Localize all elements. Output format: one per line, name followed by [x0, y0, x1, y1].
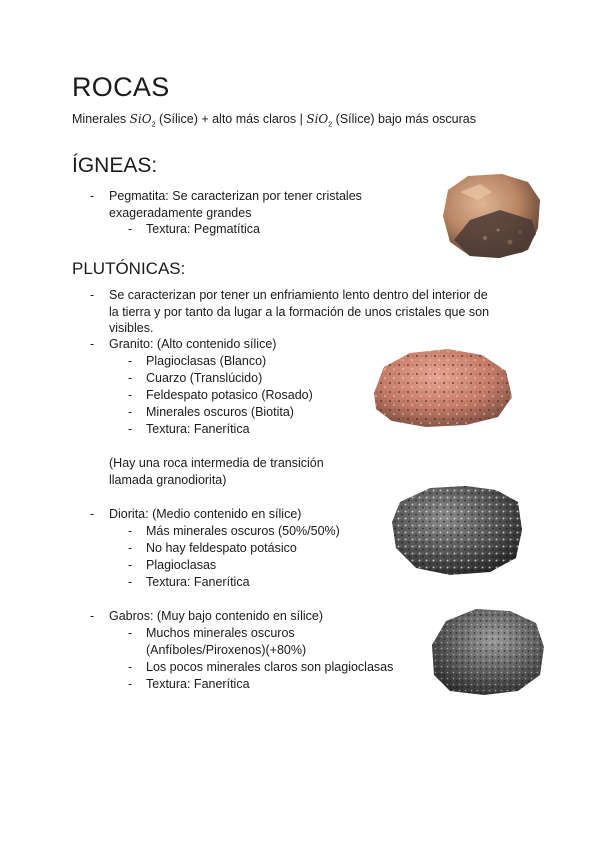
dash: - — [128, 388, 133, 402]
formula-sio2-high — [129, 112, 156, 129]
formula-sio2-low — [306, 112, 333, 129]
dash: - — [90, 189, 95, 203]
dash: - — [128, 524, 133, 538]
formula-base: SiO — [129, 112, 152, 126]
granite-rock-image — [370, 345, 516, 431]
dash: - — [90, 288, 95, 302]
diorita-item: No hay feldespato potásico — [146, 541, 297, 555]
plutonicas-intro-line-1: Se caracterizan por tener un enfriamiento lento dentro del interior de — [109, 288, 488, 302]
gabros-title: Gabros: (Muy bajo contenido en sílice) — [109, 609, 323, 623]
gabbro-rock-image — [428, 605, 548, 697]
granito-item: Minerales oscuros (Biotita) — [146, 405, 294, 419]
granito-note-line-1: (Hay una roca intermedia de transición — [109, 456, 324, 470]
gabros-item-1-line-1: Muchos minerales oscuros — [146, 626, 295, 640]
pegmatite-rock-image — [440, 170, 544, 260]
subtitle-middle: (Sílice) + alto más claros | — [158, 112, 303, 126]
granito-item: Plagioclasas (Blanco) — [146, 354, 267, 368]
granito-item: Textura: Fanerítica — [146, 422, 250, 436]
granito-title: Granito: (Alto contenido sílice) — [109, 337, 277, 351]
gabros-item-2: Los pocos minerales claros son plagioclasas — [146, 660, 394, 674]
diorita-item: Plagioclasas — [146, 558, 217, 572]
dash: - — [128, 541, 133, 555]
dash: - — [90, 337, 95, 351]
pegmatita-textura: Textura: Pegmatítica — [146, 222, 260, 236]
formula-base: SiO — [306, 112, 329, 126]
page-title: ROCAS — [72, 72, 170, 102]
subtitle-suffix: (Sílice) bajo más oscuras — [335, 112, 476, 126]
granito-item: Cuarzo (Translúcido) — [146, 371, 263, 385]
diorita-title: Diorita: (Medio contenido en sílice) — [109, 507, 302, 521]
diorita-item: Más minerales oscuros (50%/50%) — [146, 524, 340, 538]
pegmatita-line-1: Pegmatita: Se caracterizan por tener cristales — [109, 189, 362, 203]
subtitle-prefix: Minerales — [72, 112, 127, 126]
dash: - — [128, 660, 133, 674]
formula-subscript: 2 — [328, 121, 333, 129]
pegmatita-line-2: exageradamente grandes — [109, 206, 252, 220]
dash: - — [128, 222, 133, 236]
dash: - — [128, 422, 133, 436]
formula-subscript: 2 — [151, 121, 156, 129]
gabros-item-1-line-2: (Anfíboles/Piroxenos)(+80%) — [146, 643, 307, 657]
diorita-item: Textura: Fanerítica — [146, 575, 250, 589]
diorite-rock-image — [390, 482, 526, 577]
dash: - — [128, 677, 133, 691]
dash: - — [128, 575, 133, 589]
plutonicas-intro-line-3: visibles. — [109, 321, 154, 335]
dash: - — [128, 371, 133, 385]
dash: - — [128, 558, 133, 572]
granito-note-line-2: llamada granodiorita) — [109, 473, 227, 487]
granito-item: Feldespato potasico (Rosado) — [146, 388, 313, 402]
dash: - — [128, 354, 133, 368]
gabros-item-3: Textura: Fanerítica — [146, 677, 250, 691]
dash: - — [128, 405, 133, 419]
dash: - — [90, 609, 95, 623]
subtitle — [72, 112, 476, 128]
igneas-heading: ÍGNEAS: — [72, 154, 158, 177]
plutonicas-intro-line-2: la tierra y por tanto da lugar a la formación de unos cristales que son — [109, 305, 490, 319]
plutonicas-heading: PLUTÓNICAS: — [72, 259, 186, 278]
dash: - — [90, 507, 95, 521]
dash: - — [128, 626, 133, 640]
